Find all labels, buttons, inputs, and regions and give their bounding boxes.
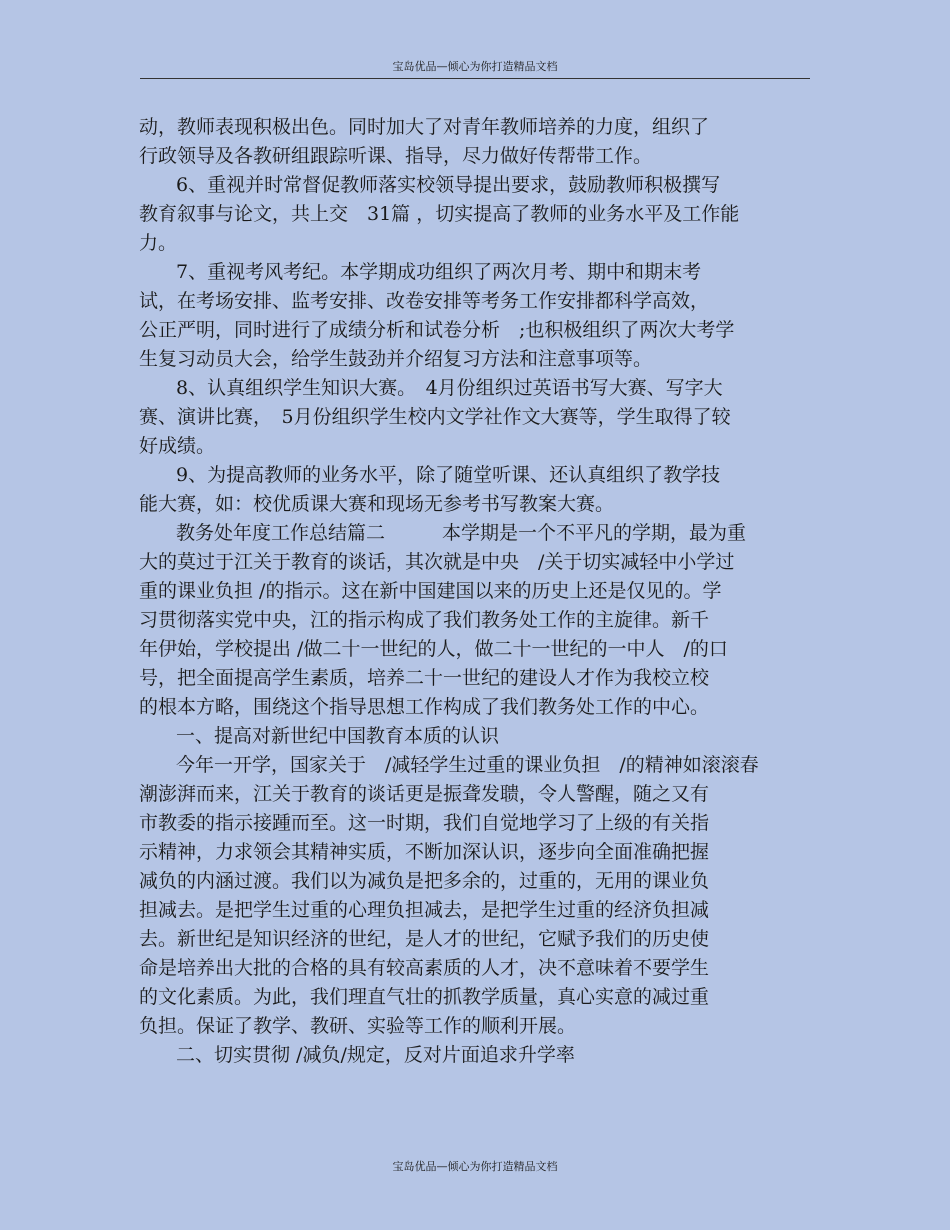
text-line: 公正严明，同时进行了成绩分析和试卷分析 ;也积极组织了两次大考学 [139, 319, 735, 341]
text-line: 二、切实贯彻 /减负/规定，反对片面追求升学率 [176, 1044, 575, 1066]
text-line: 9、为提高教师的业务水平，除了随堂听课、还认真组织了教学技 [176, 464, 721, 486]
text-line: 的文化素质。为此，我们理直气壮的抓教学质量，真心实意的减过重 [139, 986, 710, 1008]
text-line: 6、重视并时常督促教师落实校领导提出要求，鼓励教师积极撰写 [176, 174, 721, 196]
text-line: 能大赛，如：校优质课大赛和现场无参考书写教案大赛。 [139, 493, 615, 515]
text-line: 年伊始，学校提出 /做二十一世纪的人，做二十一世纪的一中人 /的口 [139, 638, 728, 660]
text-line: 力。 [139, 232, 178, 254]
text-line: 担减去。是把学生过重的心理负担减去，是把学生过重的经济负担减 [139, 899, 710, 921]
text-line: 动，教师表现积极出色。同时加大了对青年教师培养的力度，组织了 [139, 116, 710, 138]
text-line: 一、提高对新世纪中国教育本质的认识 [176, 725, 500, 747]
text-line: 教务处年度工作总结篇二 本学期是一个不平凡的学期，最为重 [176, 522, 747, 544]
text-line: 潮澎湃而来，江关于教育的谈话更是振聋发聩，令人警醒，随之又有 [139, 783, 710, 805]
text-line: 教育叙事与论文，共上交 31篇 ，切实提高了教师的业务水平及工作能 [139, 203, 740, 225]
text-line: 7、重视考风考纪。本学期成功组织了两次月考、期中和期末考 [176, 261, 702, 283]
text-line: 命是培养出大批的合格的具有较高素质的人才，决不意味着不要学生 [139, 957, 710, 979]
text-line: 赛、演讲比赛， 5月份组织学生校内文学社作文大赛等，学生取得了较 [139, 406, 731, 428]
text-line: 今年一开学，国家关于 /减轻学生过重的课业负担 /的精神如滚滚春 [176, 754, 759, 776]
text-line: 行政领导及各教研组跟踪听课、指导，尽力做好传帮带工作。 [139, 145, 653, 167]
text-line: 的根本方略，围绕这个指导思想工作构成了我们教务处工作的中心。 [139, 696, 710, 718]
text-line: 示精神，力求领会其精神实质，不断加深认识，逐步向全面准确把握 [139, 841, 710, 863]
page-footer [140, 1158, 810, 1176]
text-line: 试，在考场安排、监考安排、改卷安排等考务工作安排都科学高效， [139, 290, 710, 312]
text-line: 大的莫过于江关于教育的谈话，其次就是中央 /关于切实减轻中小学过 [139, 551, 735, 573]
text-line: 重的课业负担 /的指示。这在新中国建国以来的历史上还是仅见的。学 [139, 580, 722, 602]
text-line: 市教委的指示接踵而至。这一时期，我们自觉地学习了上级的有关指 [139, 812, 710, 834]
text-line: 好成绩。 [139, 435, 216, 457]
text-line: 8、认真组织学生知识大赛。 4月份组织过英语书写大赛、写字大 [176, 377, 723, 399]
text-line: 负担。保证了教学、教研、实验等工作的顺利开展。 [139, 1015, 577, 1037]
page-header [140, 58, 810, 79]
text-line: 减负的内涵过渡。我们以为减负是把多余的，过重的，无用的课业负 [139, 870, 710, 892]
page-header-text: 宝岛优品—倾心为你打造精品文档 [392, 60, 558, 73]
document-body [139, 113, 799, 1070]
text-line: 去。新世纪是知识经济的世纪，是人才的世纪，它赋予我们的历史使 [139, 928, 710, 950]
page-footer-text: 宝岛优品—倾心为你打造精品文档 [392, 1160, 558, 1173]
text-line: 号，把全面提高学生素质，培养二十一世纪的建设人才作为我校立校 [139, 667, 710, 689]
text-line: 习贯彻落实党中央，江的指示构成了我们教务处工作的主旋律。新千 [139, 609, 710, 631]
text-line: 生复习动员大会，给学生鼓劲并介绍复习方法和注意事项等。 [139, 348, 653, 370]
